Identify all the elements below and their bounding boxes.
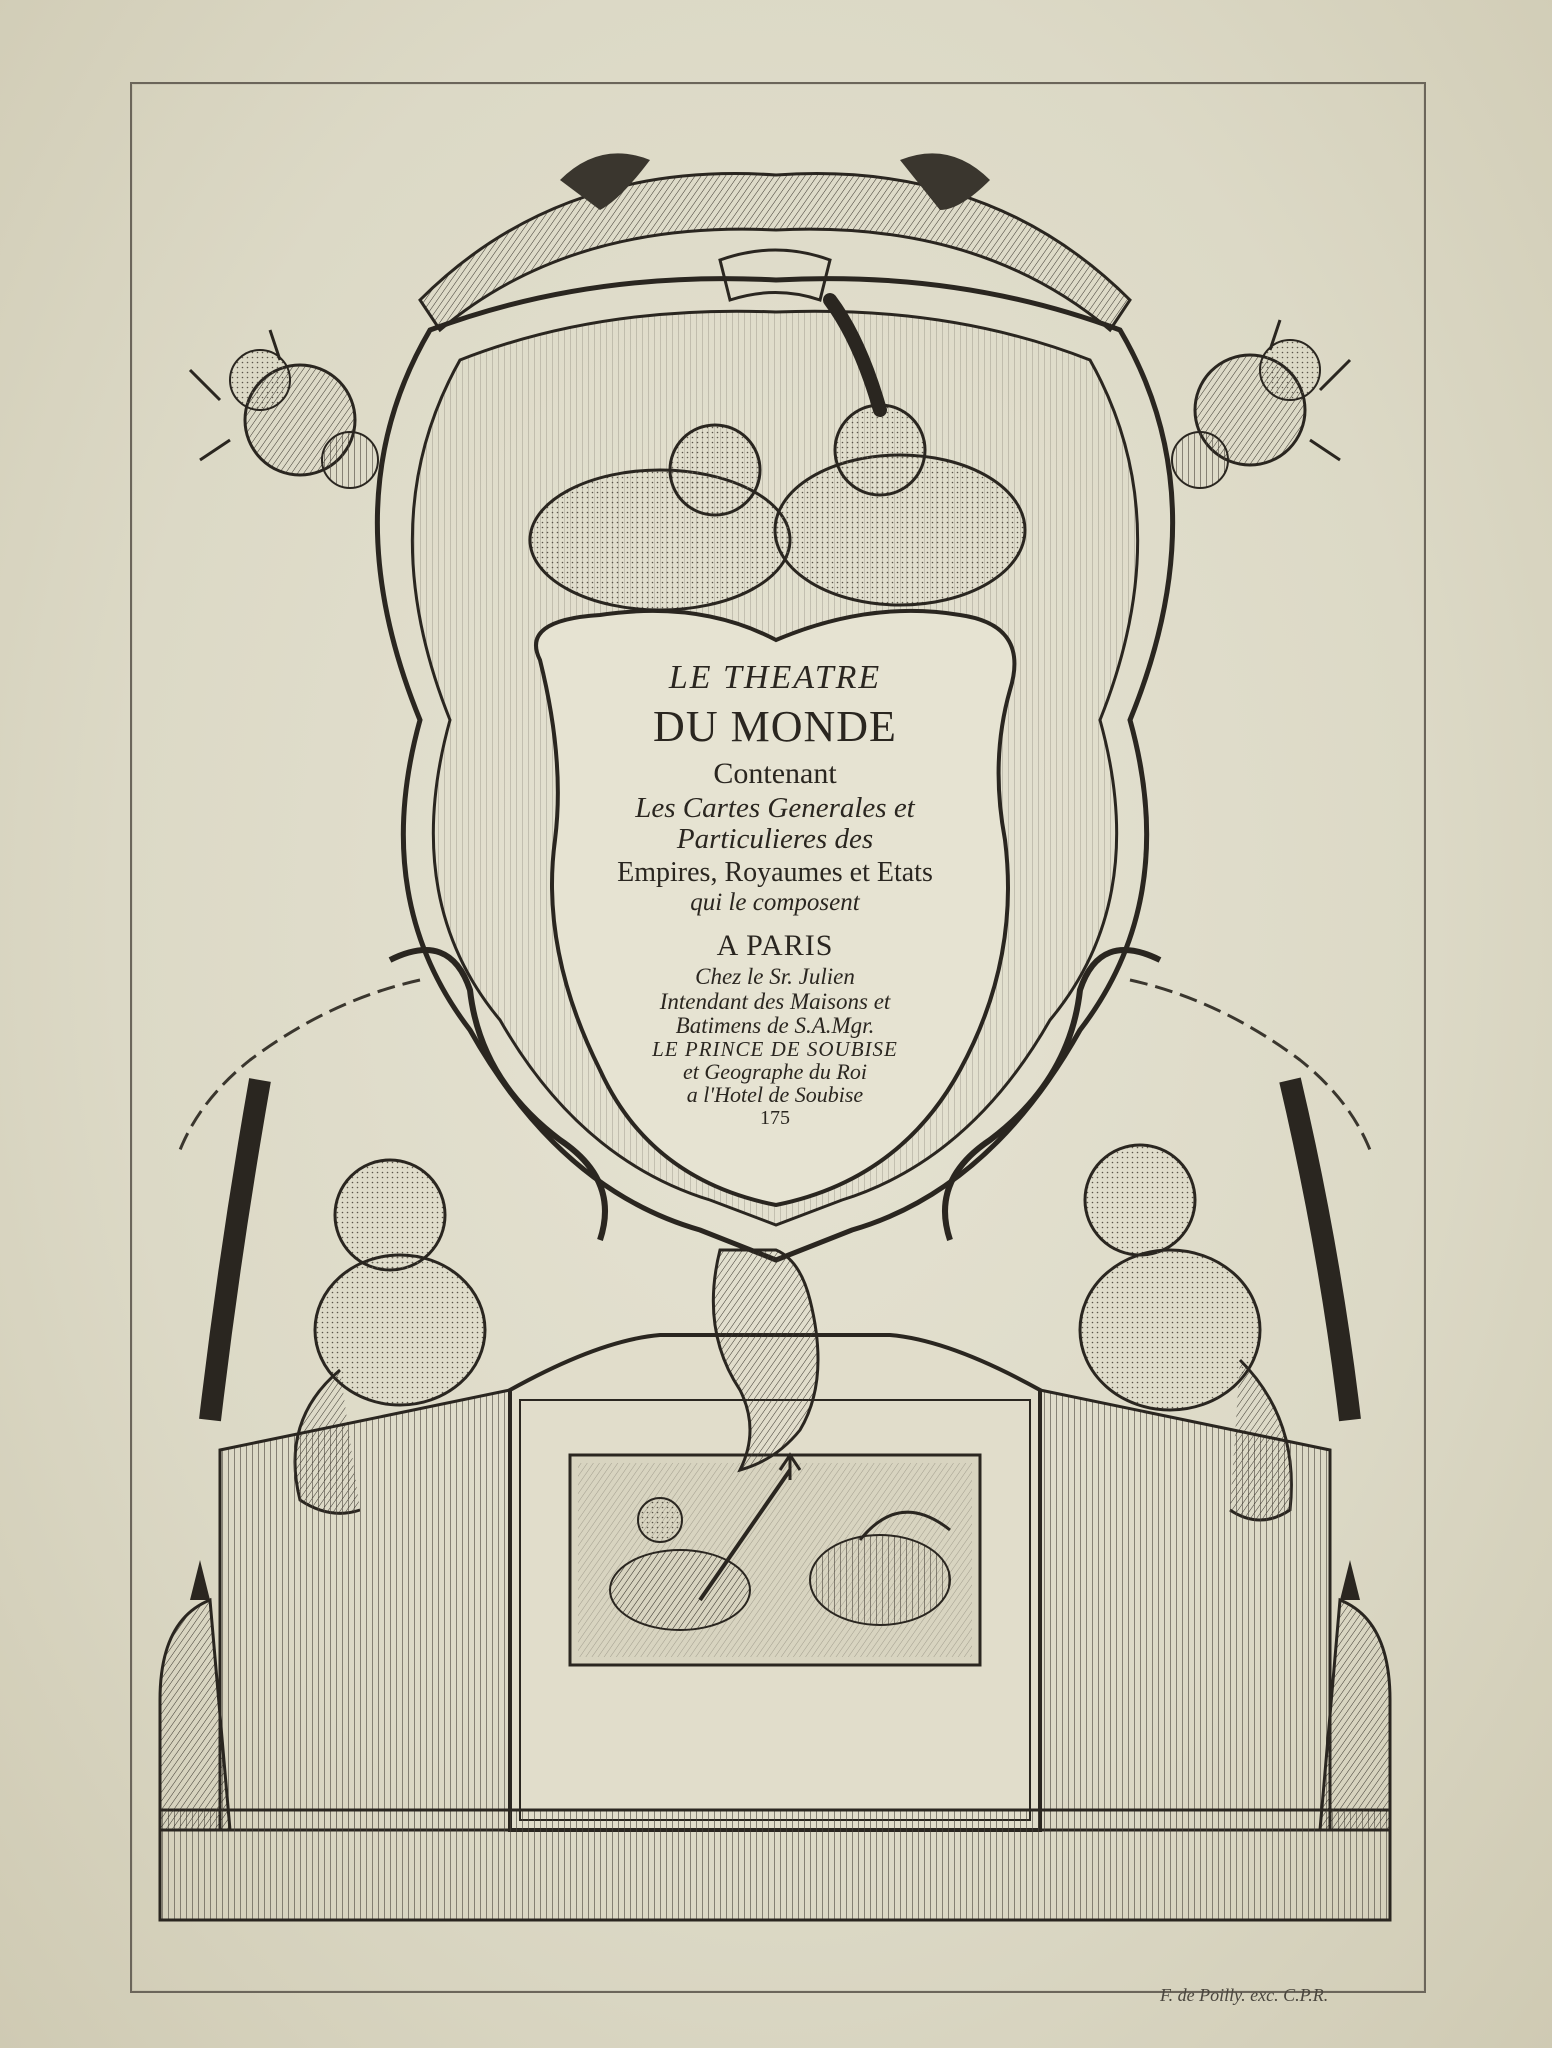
- title-line-6: Empires, Royaumes et Etats: [617, 857, 933, 889]
- title-line-4: Les Cartes Generales et: [635, 792, 915, 825]
- title-line-12: LE PRINCE DE SOUBISE: [652, 1036, 898, 1061]
- right-garland: [1172, 320, 1350, 488]
- title-line-13: et Geographe du Roi: [683, 1058, 867, 1084]
- title-cartouche-text: [560, 660, 990, 1129]
- title-line-10: Intendant des Maisons et: [659, 988, 891, 1014]
- left-garland: [190, 330, 378, 488]
- title-line-11: Batimens de S.A.Mgr.: [675, 1012, 875, 1038]
- engraver-imprint: F. de Poilly. exc. C.P.R.: [1160, 1985, 1329, 2005]
- title-line-8: A PARIS: [716, 928, 834, 962]
- title-line-14: a l'Hotel de Soubise: [686, 1081, 864, 1107]
- title-line-3: Contenant: [713, 756, 837, 790]
- title-line-7: qui le composent: [690, 888, 860, 916]
- title-line-2: DU MONDE: [653, 701, 897, 751]
- title-line-9: Chez le Sr. Julien: [695, 964, 855, 990]
- title-line-5: Particulieres des: [676, 822, 874, 855]
- title-line-1: LE THEATRE: [668, 659, 882, 696]
- top-canopy: [420, 153, 1130, 330]
- title-line-15: 175: [760, 1107, 790, 1130]
- neptune-panel: [570, 1455, 980, 1665]
